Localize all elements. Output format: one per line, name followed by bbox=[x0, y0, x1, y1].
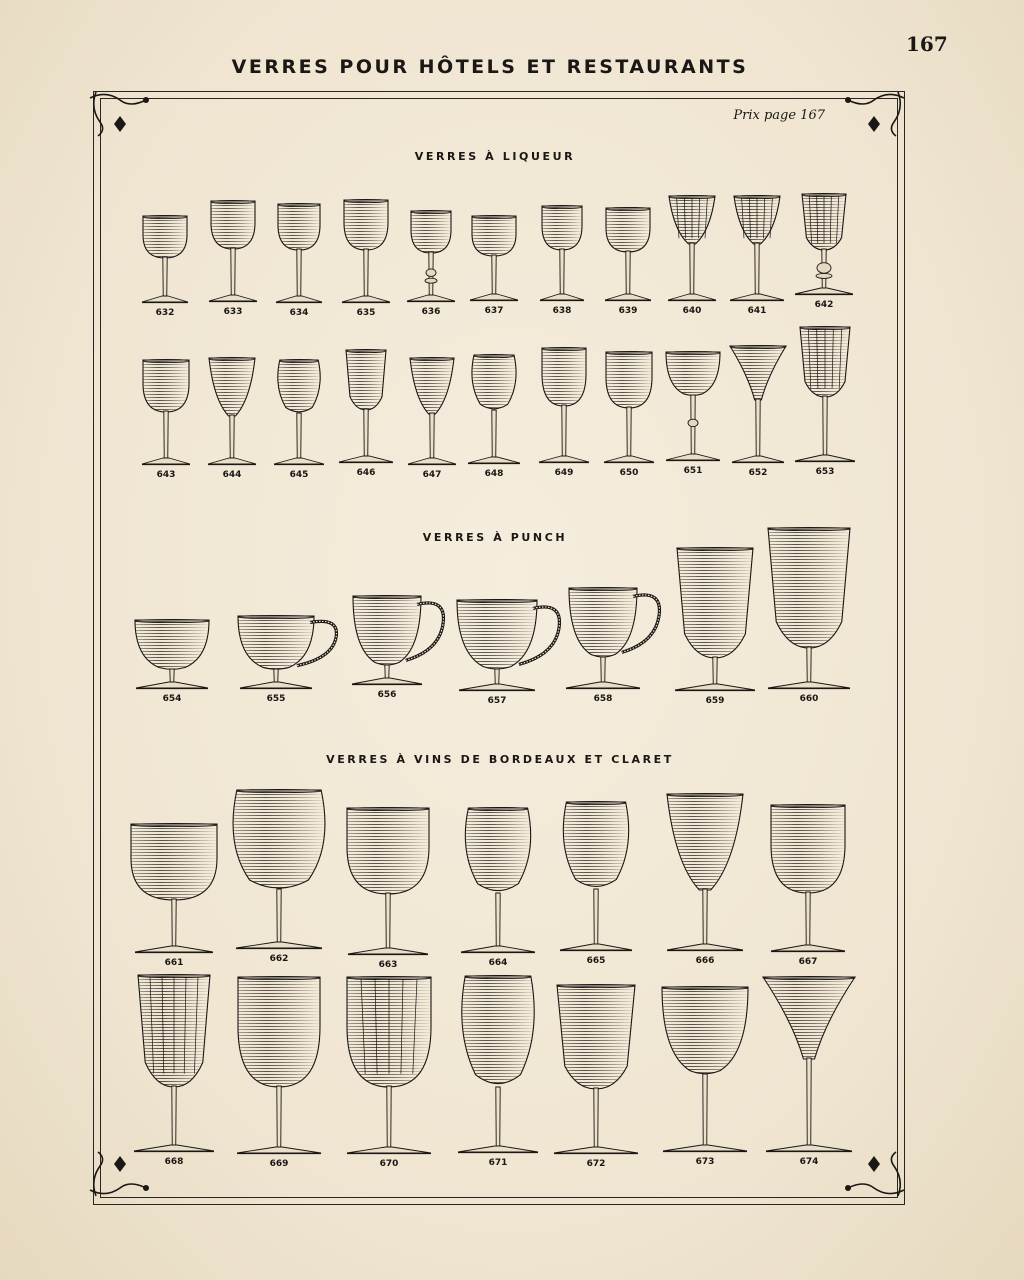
glass-672-number: 672 bbox=[586, 1159, 606, 1169]
glass-670-number: 670 bbox=[379, 1159, 399, 1169]
glass-672-drawing bbox=[554, 985, 638, 1157]
glass-649-drawing bbox=[539, 348, 589, 466]
glass-654 bbox=[135, 620, 209, 692]
glass-654-drawing bbox=[135, 620, 209, 692]
glass-656-drawing bbox=[326, 596, 448, 688]
glass-663-number: 663 bbox=[378, 960, 398, 970]
glass-672 bbox=[554, 985, 638, 1157]
glass-644-number: 644 bbox=[222, 470, 242, 480]
glass-673-drawing bbox=[662, 987, 748, 1155]
glass-655-drawing bbox=[212, 616, 340, 692]
glass-666-number: 666 bbox=[695, 956, 715, 966]
glass-641-drawing bbox=[730, 196, 784, 304]
glass-665-drawing bbox=[559, 802, 633, 954]
glass-632-number: 632 bbox=[155, 308, 175, 318]
glass-640-drawing bbox=[668, 196, 716, 304]
glass-673-number: 673 bbox=[695, 1157, 715, 1167]
glass-640-number: 640 bbox=[682, 306, 702, 316]
glass-665 bbox=[559, 802, 633, 954]
glass-647-number: 647 bbox=[422, 470, 442, 480]
glass-642-number: 642 bbox=[814, 300, 834, 310]
glass-670 bbox=[347, 977, 431, 1157]
section-title-punch: VERRES À PUNCH bbox=[422, 531, 568, 544]
glass-638 bbox=[540, 206, 584, 304]
glass-657-number: 657 bbox=[487, 696, 507, 706]
glass-662 bbox=[230, 790, 328, 952]
glass-643 bbox=[142, 360, 190, 468]
glass-668 bbox=[134, 975, 214, 1155]
glass-671 bbox=[457, 976, 539, 1156]
glass-636-drawing bbox=[407, 211, 455, 305]
glass-652 bbox=[730, 346, 786, 466]
glass-634-number: 634 bbox=[289, 308, 309, 318]
glass-645-drawing bbox=[274, 360, 324, 468]
glass-643-number: 643 bbox=[156, 470, 176, 480]
glass-674 bbox=[763, 977, 855, 1155]
glass-634 bbox=[276, 204, 322, 306]
glass-671-number: 671 bbox=[488, 1158, 508, 1168]
glass-632 bbox=[142, 216, 188, 306]
glass-639-number: 639 bbox=[618, 306, 638, 316]
glass-674-drawing bbox=[763, 977, 855, 1155]
glass-646-drawing bbox=[339, 350, 393, 466]
glass-651-drawing bbox=[666, 352, 720, 464]
glass-647 bbox=[408, 358, 456, 468]
glass-667-number: 667 bbox=[798, 957, 818, 967]
glass-661 bbox=[131, 824, 217, 956]
glass-637 bbox=[470, 216, 518, 304]
glass-658 bbox=[540, 588, 666, 692]
glass-658-drawing bbox=[540, 588, 666, 692]
glass-651 bbox=[666, 352, 720, 464]
glass-660-drawing bbox=[768, 528, 850, 692]
glass-659-number: 659 bbox=[705, 696, 725, 706]
glass-665-number: 665 bbox=[586, 956, 606, 966]
glass-668-drawing bbox=[134, 975, 214, 1155]
glass-661-number: 661 bbox=[164, 958, 184, 968]
glass-671-drawing bbox=[457, 976, 539, 1156]
corner-ornament-top-right bbox=[838, 88, 908, 138]
glass-666-drawing bbox=[667, 794, 743, 954]
glass-646-number: 646 bbox=[356, 468, 376, 478]
glass-660-number: 660 bbox=[799, 694, 819, 704]
glass-635-number: 635 bbox=[356, 308, 376, 318]
section-title-liqueur: VERRES À LIQUEUR bbox=[414, 150, 576, 163]
glass-662-drawing bbox=[230, 790, 328, 952]
glass-634-drawing bbox=[276, 204, 322, 306]
glass-644-drawing bbox=[208, 358, 256, 468]
glass-668-number: 668 bbox=[164, 1157, 184, 1167]
glass-639-drawing bbox=[605, 208, 651, 304]
glass-659-drawing bbox=[675, 548, 755, 694]
glass-637-number: 637 bbox=[484, 306, 504, 316]
glass-642 bbox=[795, 194, 853, 298]
glass-656 bbox=[326, 596, 448, 688]
glass-649-number: 649 bbox=[554, 468, 574, 478]
glass-667 bbox=[771, 805, 845, 955]
glass-636-number: 636 bbox=[421, 307, 441, 317]
glass-652-number: 652 bbox=[748, 468, 768, 478]
glass-655 bbox=[212, 616, 340, 692]
glass-632-drawing bbox=[142, 216, 188, 306]
glass-673 bbox=[662, 987, 748, 1155]
glass-641 bbox=[730, 196, 784, 304]
glass-662-number: 662 bbox=[269, 954, 289, 964]
glass-647-drawing bbox=[408, 358, 456, 468]
glass-651-number: 651 bbox=[683, 466, 703, 476]
glass-667-drawing bbox=[771, 805, 845, 955]
glass-641-number: 641 bbox=[747, 306, 767, 316]
glass-633 bbox=[209, 201, 257, 305]
glass-656-number: 656 bbox=[377, 690, 397, 700]
glass-674-number: 674 bbox=[799, 1157, 819, 1167]
glass-669-number: 669 bbox=[269, 1159, 289, 1169]
glass-643-drawing bbox=[142, 360, 190, 468]
glass-664-number: 664 bbox=[488, 958, 508, 968]
glass-650 bbox=[604, 352, 654, 466]
glass-635-drawing bbox=[342, 200, 390, 306]
page-title: VERRES POUR HÔTELS ET RESTAURANTS bbox=[231, 56, 749, 78]
glass-648-number: 648 bbox=[484, 469, 504, 479]
glass-650-number: 650 bbox=[619, 468, 639, 478]
glass-645-number: 645 bbox=[289, 470, 309, 480]
glass-658-number: 658 bbox=[593, 694, 613, 704]
glass-649 bbox=[539, 348, 589, 466]
glass-642-drawing bbox=[795, 194, 853, 298]
glass-653-number: 653 bbox=[815, 467, 835, 477]
glass-653-drawing bbox=[795, 327, 855, 465]
corner-ornament-top-left bbox=[86, 88, 156, 138]
corner-ornament-bottom-left bbox=[86, 1150, 156, 1200]
glass-669-drawing bbox=[237, 977, 321, 1157]
glass-653 bbox=[795, 327, 855, 465]
glass-663 bbox=[347, 808, 429, 958]
glass-664-drawing bbox=[461, 808, 535, 956]
glass-663-drawing bbox=[347, 808, 429, 958]
glass-648-drawing bbox=[468, 355, 520, 467]
glass-659 bbox=[675, 548, 755, 694]
glass-655-number: 655 bbox=[266, 694, 286, 704]
glass-654-number: 654 bbox=[162, 694, 182, 704]
glass-652-drawing bbox=[730, 346, 786, 466]
glass-633-number: 633 bbox=[223, 307, 243, 317]
glass-664 bbox=[461, 808, 535, 956]
glass-633-drawing bbox=[209, 201, 257, 305]
glass-670-drawing bbox=[347, 977, 431, 1157]
price-reference: Prix page 167 bbox=[733, 108, 825, 123]
glass-646 bbox=[339, 350, 393, 466]
glass-639 bbox=[605, 208, 651, 304]
glass-660 bbox=[768, 528, 850, 692]
glass-637-drawing bbox=[470, 216, 518, 304]
section-title-bordeaux: VERRES À VINS DE BORDEAUX ET CLARET bbox=[326, 753, 674, 766]
glass-669 bbox=[237, 977, 321, 1157]
glass-638-drawing bbox=[540, 206, 584, 304]
glass-638-number: 638 bbox=[552, 306, 572, 316]
glass-640 bbox=[668, 196, 716, 304]
page-number: 167 bbox=[906, 32, 948, 56]
glass-635 bbox=[342, 200, 390, 306]
glass-645 bbox=[274, 360, 324, 468]
corner-ornament-bottom-right bbox=[838, 1150, 908, 1200]
glass-644 bbox=[208, 358, 256, 468]
glass-648 bbox=[468, 355, 520, 467]
glass-650-drawing bbox=[604, 352, 654, 466]
glass-661-drawing bbox=[131, 824, 217, 956]
glass-666 bbox=[667, 794, 743, 954]
glass-636 bbox=[407, 211, 455, 305]
